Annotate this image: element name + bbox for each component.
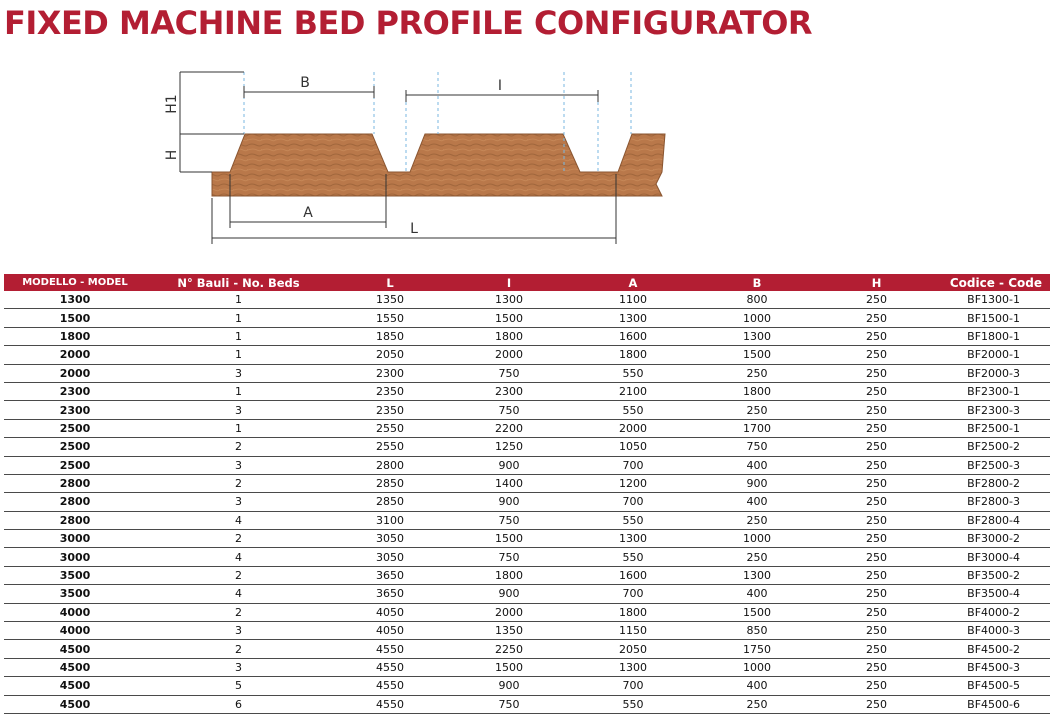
cell-beds: 1 — [146, 346, 331, 364]
page-title: FIXED MACHINE BED PROFILE CONFIGURATOR — [4, 4, 813, 42]
cell-i: 1500 — [449, 658, 569, 676]
cell-l: 2350 — [331, 401, 449, 419]
cell-beds: 2 — [146, 438, 331, 456]
cell-b: 1000 — [697, 530, 817, 548]
cell-a: 1600 — [569, 566, 697, 584]
cell-beds: 2 — [146, 640, 331, 658]
cell-b: 1300 — [697, 566, 817, 584]
label-l: L — [410, 221, 418, 237]
cell-i: 750 — [449, 511, 569, 529]
cell-h: 250 — [817, 364, 936, 382]
cell-i: 1800 — [449, 327, 569, 345]
cell-i: 2000 — [449, 346, 569, 364]
cell-b: 1300 — [697, 327, 817, 345]
cell-code: BF3000-2 — [936, 530, 1050, 548]
cell-l: 4550 — [331, 695, 449, 713]
cell-a: 550 — [569, 364, 697, 382]
cell-h: 250 — [817, 603, 936, 621]
cell-l: 4550 — [331, 677, 449, 695]
cell-a: 700 — [569, 493, 697, 511]
cell-h: 250 — [817, 309, 936, 327]
table-row — [4, 401, 1050, 419]
label-b: B — [300, 75, 310, 91]
cell-h: 250 — [817, 438, 936, 456]
cell-h: 250 — [817, 695, 936, 713]
cell-h: 250 — [817, 291, 936, 309]
cell-i: 2300 — [449, 382, 569, 400]
cell-model: 2800 — [4, 511, 146, 529]
table-row — [4, 566, 1050, 584]
cell-beds: 1 — [146, 382, 331, 400]
header-model: MODELLO - MODEL — [4, 274, 146, 291]
cell-beds: 3 — [146, 401, 331, 419]
cell-h: 250 — [817, 530, 936, 548]
cell-h: 250 — [817, 548, 936, 566]
table-row — [4, 658, 1050, 676]
cell-code: BF2800-3 — [936, 493, 1050, 511]
cell-code: BF3500-4 — [936, 585, 1050, 603]
label-h: H — [164, 149, 180, 161]
cell-code: BF2500-2 — [936, 438, 1050, 456]
cell-i: 1350 — [449, 622, 569, 640]
cell-l: 3650 — [331, 585, 449, 603]
cell-beds: 3 — [146, 456, 331, 474]
header-i: I — [449, 274, 569, 291]
cell-b: 1500 — [697, 603, 817, 621]
cell-i: 900 — [449, 456, 569, 474]
cell-a: 1800 — [569, 346, 697, 364]
cell-model: 3500 — [4, 566, 146, 584]
label-i: I — [497, 78, 503, 94]
cell-l: 2550 — [331, 419, 449, 437]
cell-code: BF2800-2 — [936, 474, 1050, 492]
table-row — [4, 419, 1050, 437]
cell-b: 250 — [697, 401, 817, 419]
cell-b: 250 — [697, 548, 817, 566]
cell-l: 2550 — [331, 438, 449, 456]
cell-beds: 3 — [146, 658, 331, 676]
cell-l: 1550 — [331, 309, 449, 327]
cell-b: 250 — [697, 364, 817, 382]
cell-i: 750 — [449, 364, 569, 382]
cell-i: 900 — [449, 585, 569, 603]
cell-i: 1800 — [449, 566, 569, 584]
cell-model: 2500 — [4, 456, 146, 474]
cell-b: 1800 — [697, 382, 817, 400]
label-a: A — [303, 205, 313, 221]
header-beds: N° Bauli - No. Beds — [146, 274, 331, 291]
cell-model: 3000 — [4, 548, 146, 566]
cell-model: 2000 — [4, 364, 146, 382]
model-table — [4, 274, 1050, 714]
cell-l: 2300 — [331, 364, 449, 382]
cell-l: 4050 — [331, 622, 449, 640]
cell-code: BF4500-6 — [936, 695, 1050, 713]
cell-beds: 4 — [146, 548, 331, 566]
table-row — [4, 474, 1050, 492]
table-row — [4, 585, 1050, 603]
table-row — [4, 382, 1050, 400]
cell-a: 550 — [569, 401, 697, 419]
table-header-row — [4, 274, 1050, 291]
cell-l: 2800 — [331, 456, 449, 474]
cell-code: BF3500-2 — [936, 566, 1050, 584]
header-b: B — [697, 274, 817, 291]
table-row — [4, 438, 1050, 456]
cell-b: 750 — [697, 438, 817, 456]
table-body — [4, 291, 1050, 713]
cell-i: 2000 — [449, 603, 569, 621]
table-row — [4, 511, 1050, 529]
cell-model: 2300 — [4, 401, 146, 419]
cell-a: 550 — [569, 511, 697, 529]
cell-beds: 3 — [146, 493, 331, 511]
cell-l: 4050 — [331, 603, 449, 621]
cell-code: BF2300-3 — [936, 401, 1050, 419]
cell-a: 1150 — [569, 622, 697, 640]
cell-model: 2500 — [4, 419, 146, 437]
cell-h: 250 — [817, 327, 936, 345]
cell-i: 900 — [449, 493, 569, 511]
cell-beds: 2 — [146, 530, 331, 548]
cell-h: 250 — [817, 474, 936, 492]
cell-l: 3100 — [331, 511, 449, 529]
cell-code: BF2300-1 — [936, 382, 1050, 400]
cell-b: 400 — [697, 456, 817, 474]
cell-beds: 5 — [146, 677, 331, 695]
table-row — [4, 309, 1050, 327]
cell-model: 1800 — [4, 327, 146, 345]
cell-h: 250 — [817, 585, 936, 603]
cell-beds: 6 — [146, 695, 331, 713]
table-row — [4, 364, 1050, 382]
cell-model: 3000 — [4, 530, 146, 548]
cell-model: 3500 — [4, 585, 146, 603]
table-row — [4, 327, 1050, 345]
cell-a: 2100 — [569, 382, 697, 400]
cell-a: 1600 — [569, 327, 697, 345]
cell-code: BF3000-4 — [936, 548, 1050, 566]
cell-a: 700 — [569, 456, 697, 474]
table-row — [4, 695, 1050, 713]
cell-model: 4500 — [4, 640, 146, 658]
cell-code: BF4500-3 — [936, 658, 1050, 676]
cell-code: BF4500-5 — [936, 677, 1050, 695]
header-a: A — [569, 274, 697, 291]
cell-b: 1750 — [697, 640, 817, 658]
table-row — [4, 622, 1050, 640]
cell-a: 1200 — [569, 474, 697, 492]
cell-a: 550 — [569, 695, 697, 713]
cell-l: 4550 — [331, 658, 449, 676]
cell-h: 250 — [817, 622, 936, 640]
cell-h: 250 — [817, 566, 936, 584]
cell-h: 250 — [817, 511, 936, 529]
cell-a: 1300 — [569, 530, 697, 548]
table-row — [4, 530, 1050, 548]
cell-beds: 2 — [146, 603, 331, 621]
cell-h: 250 — [817, 382, 936, 400]
cell-beds: 3 — [146, 622, 331, 640]
cell-beds: 1 — [146, 291, 331, 309]
cell-model: 4500 — [4, 695, 146, 713]
cell-a: 550 — [569, 548, 697, 566]
label-h1: H1 — [164, 94, 180, 114]
cell-beds: 1 — [146, 309, 331, 327]
cell-b: 400 — [697, 493, 817, 511]
cell-i: 1500 — [449, 530, 569, 548]
cell-i: 1250 — [449, 438, 569, 456]
cell-b: 400 — [697, 585, 817, 603]
cell-h: 250 — [817, 493, 936, 511]
cell-l: 1850 — [331, 327, 449, 345]
cell-code: BF2000-1 — [936, 346, 1050, 364]
cell-beds: 2 — [146, 566, 331, 584]
table-row — [4, 291, 1050, 309]
cell-i: 750 — [449, 401, 569, 419]
cell-i: 900 — [449, 677, 569, 695]
cell-code: BF1800-1 — [936, 327, 1050, 345]
cell-h: 250 — [817, 456, 936, 474]
cell-a: 1050 — [569, 438, 697, 456]
cell-code: BF2500-1 — [936, 419, 1050, 437]
cell-b: 250 — [697, 695, 817, 713]
bed-profile-shape — [212, 134, 665, 196]
cell-l: 1350 — [331, 291, 449, 309]
cell-h: 250 — [817, 346, 936, 364]
cell-code: BF2800-4 — [936, 511, 1050, 529]
cell-model: 2000 — [4, 346, 146, 364]
cell-h: 250 — [817, 658, 936, 676]
cell-model: 4000 — [4, 603, 146, 621]
cell-beds: 4 — [146, 585, 331, 603]
cell-a: 700 — [569, 677, 697, 695]
cell-l: 2050 — [331, 346, 449, 364]
cell-beds: 4 — [146, 511, 331, 529]
cell-l: 2350 — [331, 382, 449, 400]
cell-l: 4550 — [331, 640, 449, 658]
cell-a: 700 — [569, 585, 697, 603]
cell-a: 2050 — [569, 640, 697, 658]
cell-l: 2850 — [331, 474, 449, 492]
cell-h: 250 — [817, 677, 936, 695]
cell-model: 2500 — [4, 438, 146, 456]
table-row — [4, 603, 1050, 621]
cell-b: 850 — [697, 622, 817, 640]
cell-b: 1700 — [697, 419, 817, 437]
header-h: H — [817, 274, 936, 291]
cell-i: 1300 — [449, 291, 569, 309]
bed-profile-diagram — [150, 62, 670, 252]
table-row — [4, 677, 1050, 695]
table-row — [4, 456, 1050, 474]
cell-b: 1000 — [697, 309, 817, 327]
cell-l: 2850 — [331, 493, 449, 511]
cell-code: BF1500-1 — [936, 309, 1050, 327]
cell-i: 1500 — [449, 309, 569, 327]
cell-model: 4500 — [4, 677, 146, 695]
cell-b: 800 — [697, 291, 817, 309]
table-row — [4, 548, 1050, 566]
table-row — [4, 346, 1050, 364]
cell-code: BF2000-3 — [936, 364, 1050, 382]
cell-a: 1800 — [569, 603, 697, 621]
cell-i: 2250 — [449, 640, 569, 658]
cell-i: 1400 — [449, 474, 569, 492]
cell-code: BF4500-2 — [936, 640, 1050, 658]
cell-model: 4000 — [4, 622, 146, 640]
cell-model: 1300 — [4, 291, 146, 309]
cell-i: 750 — [449, 548, 569, 566]
header-l: L — [331, 274, 449, 291]
cell-code: BF4000-2 — [936, 603, 1050, 621]
cell-l: 3050 — [331, 530, 449, 548]
cell-model: 4500 — [4, 658, 146, 676]
cell-a: 2000 — [569, 419, 697, 437]
cell-beds: 3 — [146, 364, 331, 382]
cell-a: 1300 — [569, 658, 697, 676]
cell-a: 1100 — [569, 291, 697, 309]
cell-l: 3050 — [331, 548, 449, 566]
cell-h: 250 — [817, 419, 936, 437]
cell-a: 1300 — [569, 309, 697, 327]
cell-beds: 1 — [146, 327, 331, 345]
cell-beds: 2 — [146, 474, 331, 492]
cell-i: 2200 — [449, 419, 569, 437]
cell-model: 2800 — [4, 474, 146, 492]
table-row — [4, 493, 1050, 511]
cell-code: BF1300-1 — [936, 291, 1050, 309]
cell-i: 750 — [449, 695, 569, 713]
cell-model: 2800 — [4, 493, 146, 511]
cell-h: 250 — [817, 401, 936, 419]
table-row — [4, 640, 1050, 658]
cell-h: 250 — [817, 640, 936, 658]
cell-code: BF4000-3 — [936, 622, 1050, 640]
cell-b: 1500 — [697, 346, 817, 364]
cell-beds: 1 — [146, 419, 331, 437]
cell-model: 2300 — [4, 382, 146, 400]
cell-b: 250 — [697, 511, 817, 529]
cell-b: 900 — [697, 474, 817, 492]
cell-model: 1500 — [4, 309, 146, 327]
cell-code: BF2500-3 — [936, 456, 1050, 474]
header-code: Codice - Code — [936, 274, 1050, 291]
cell-b: 400 — [697, 677, 817, 695]
cell-b: 1000 — [697, 658, 817, 676]
cell-l: 3650 — [331, 566, 449, 584]
